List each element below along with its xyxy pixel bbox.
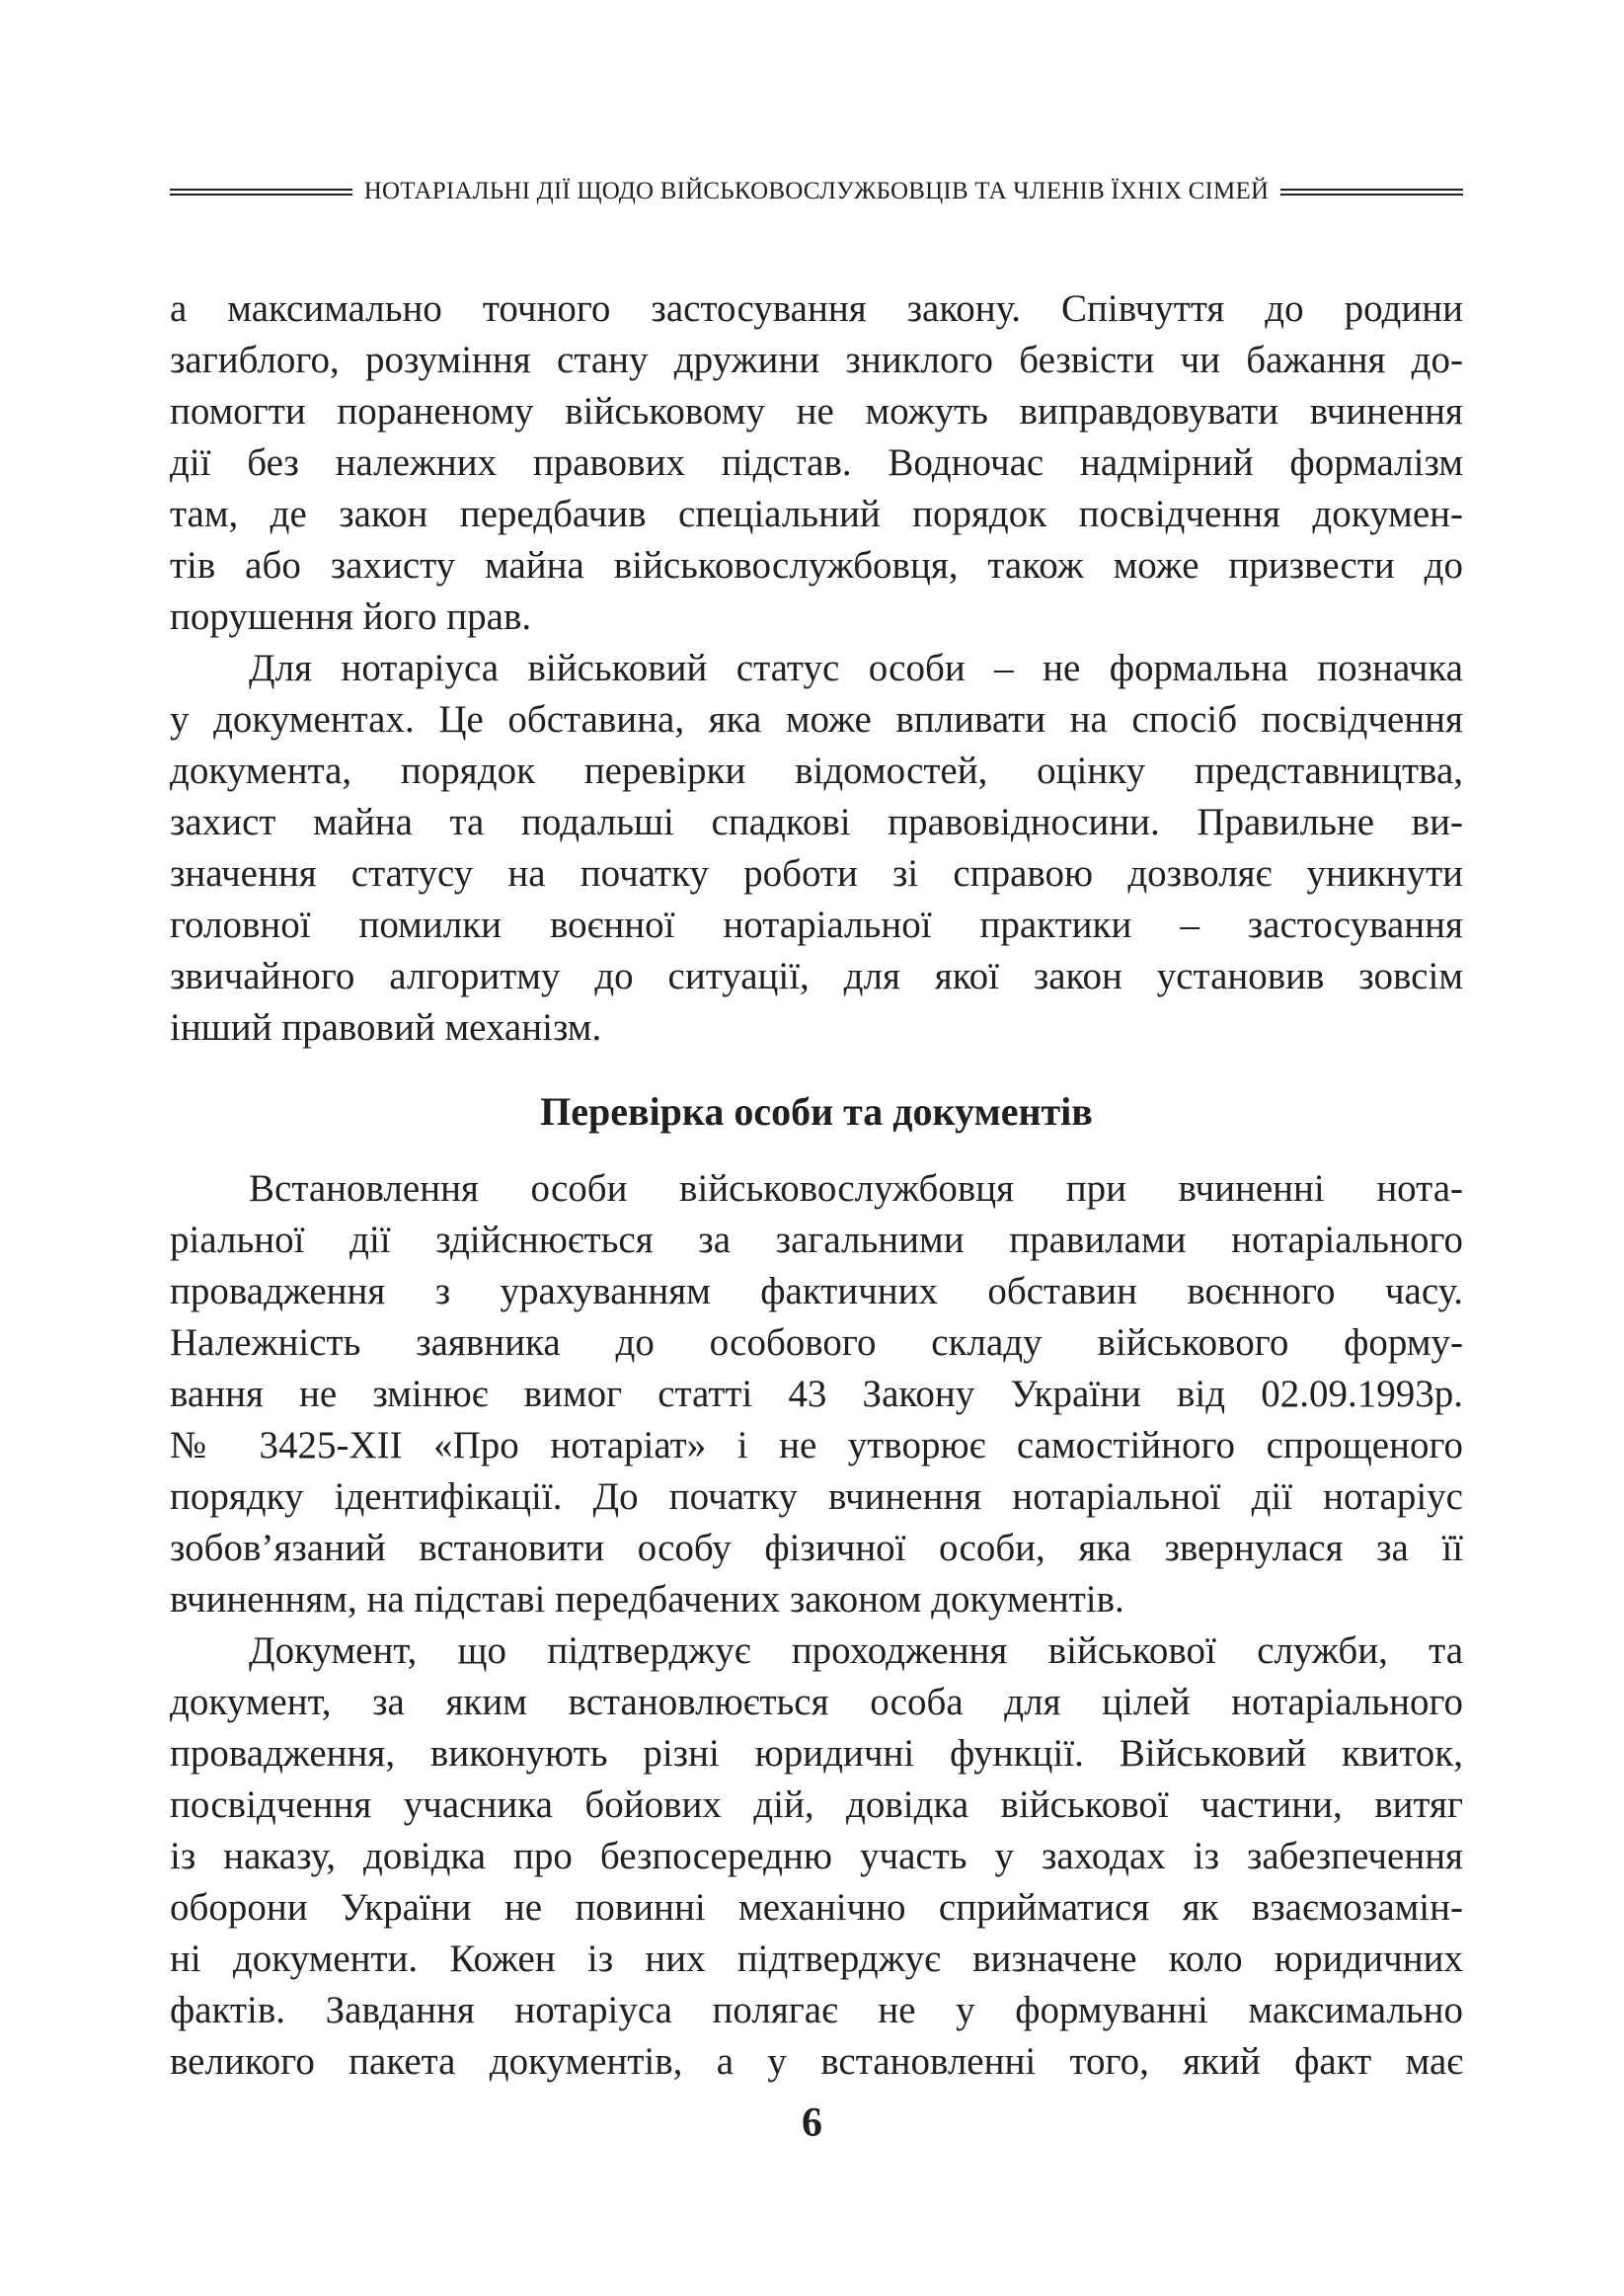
paragraph-1 <box>170 283 1463 643</box>
text-line: порядку ідентифікації. До початку вчинення нотаріальної дії нотаріус <box>170 1475 1463 1518</box>
text-line: великого пакета документів, а у встановленні того, який факт має <box>170 2040 1463 2083</box>
text-line: звичайного алгоритму до ситуації, для якої закон установив зовсім <box>170 955 1463 997</box>
header-rule-left <box>170 189 352 196</box>
page-number: 6 <box>802 2100 822 2146</box>
text-line: загиблого, розуміння стану дружини зниклого безвісти чи бажання до- <box>170 339 1463 381</box>
text-line: там, де закон передбачив спеціальний порядок посвідчення докумен- <box>170 493 1463 535</box>
text-line: Встановлення особи військовослужбовця при вчиненні нота- <box>249 1167 1463 1210</box>
text-line: ріальної дії здійснюється за загальними правилами нотаріального <box>170 1219 1463 1261</box>
text-line: № 3425-XII «Про нотаріат» і не утворює самостійного спрощеного <box>170 1424 1463 1466</box>
text-line: із наказу, довідка про безпосередню участь у заходах із забезпечення <box>170 1835 1463 1877</box>
running-header <box>170 174 1463 209</box>
text-line: дії без належних правових підстав. Водночас надмірний формалізм <box>170 441 1463 484</box>
text-line: тів або захисту майна військовослужбовця, також може призвести до <box>170 544 1463 587</box>
text-line: головної помилки воєнної нотаріальної практики – застосування <box>170 904 1463 946</box>
text-line: Документ, що підтверджує проходження військової служби, та <box>249 1629 1463 1672</box>
header-rule-right <box>1280 189 1463 196</box>
text-line: захист майна та подальші спадкові правовідносини. Правильне ви- <box>170 801 1463 843</box>
text-line: порушення його прав. <box>170 595 532 638</box>
text-line: помогти пораненому військовому не можуть виправдовувати вчинення <box>170 390 1463 433</box>
paragraph-4 <box>170 1625 1463 2088</box>
text-line: посвідчення учасника бойових дій, довідка військової частини, витяг <box>170 1783 1463 1826</box>
text-line: ні документи. Кожен із них підтверджує визначене коло юридичних <box>170 1938 1463 1980</box>
text-line: провадження з урахуванням фактичних обставин воєнного часу. <box>170 1270 1463 1312</box>
text-line: Для нотаріуса військовий статус особи – не формальна позначка <box>249 647 1463 689</box>
text-line: провадження, виконують різні юридичні функції. Військовий квиток, <box>170 1732 1463 1775</box>
text-line: вчиненням, на підставі передбачених законом документів. <box>170 1578 1124 1621</box>
text-line: Належність заявника до особового складу військового форму- <box>170 1321 1463 1364</box>
text-line: зобов’язаний встановити особу фізичної особи, яка звернулася за її <box>170 1527 1463 1569</box>
text-line: фактів. Завдання нотаріуса полягає не у формуванні максимально <box>170 1989 1463 2031</box>
text-line: документа, порядок перевірки відомостей, оцінку представництва, <box>170 750 1463 792</box>
paragraph-2 <box>170 643 1463 1054</box>
text-line: документ, за яким встановлюється особа для цілей нотаріального <box>170 1681 1463 1723</box>
section-heading: Перевірка особи та документів <box>540 1089 1093 1134</box>
paragraph-3 <box>170 1163 1463 1625</box>
text-line: вання не змінює вимог статті 43 Закону України від 02.09.1993р. <box>170 1373 1463 1415</box>
text-line: інший правовий механізм. <box>170 1006 602 1049</box>
text-line: а максимально точного застосування закону. Співчуття до родини <box>170 287 1463 330</box>
text-line: значення статусу на початку роботи зі справою дозволяє уникнути <box>170 852 1463 895</box>
text-line: оборони України не повинні механічно сприйматися як взаємозамін- <box>170 1886 1463 1929</box>
running-title: НОТАРІАЛЬНІ ДІЇ ЩОДО ВІЙСЬКОВОСЛУЖБОВЦІВ ТА ЧЛЕНІВ ЇХНІХ СІМЕЙ <box>363 178 1270 204</box>
text-line: у документах. Це обставина, яка може впливати на спосіб посвідчення <box>170 698 1463 741</box>
